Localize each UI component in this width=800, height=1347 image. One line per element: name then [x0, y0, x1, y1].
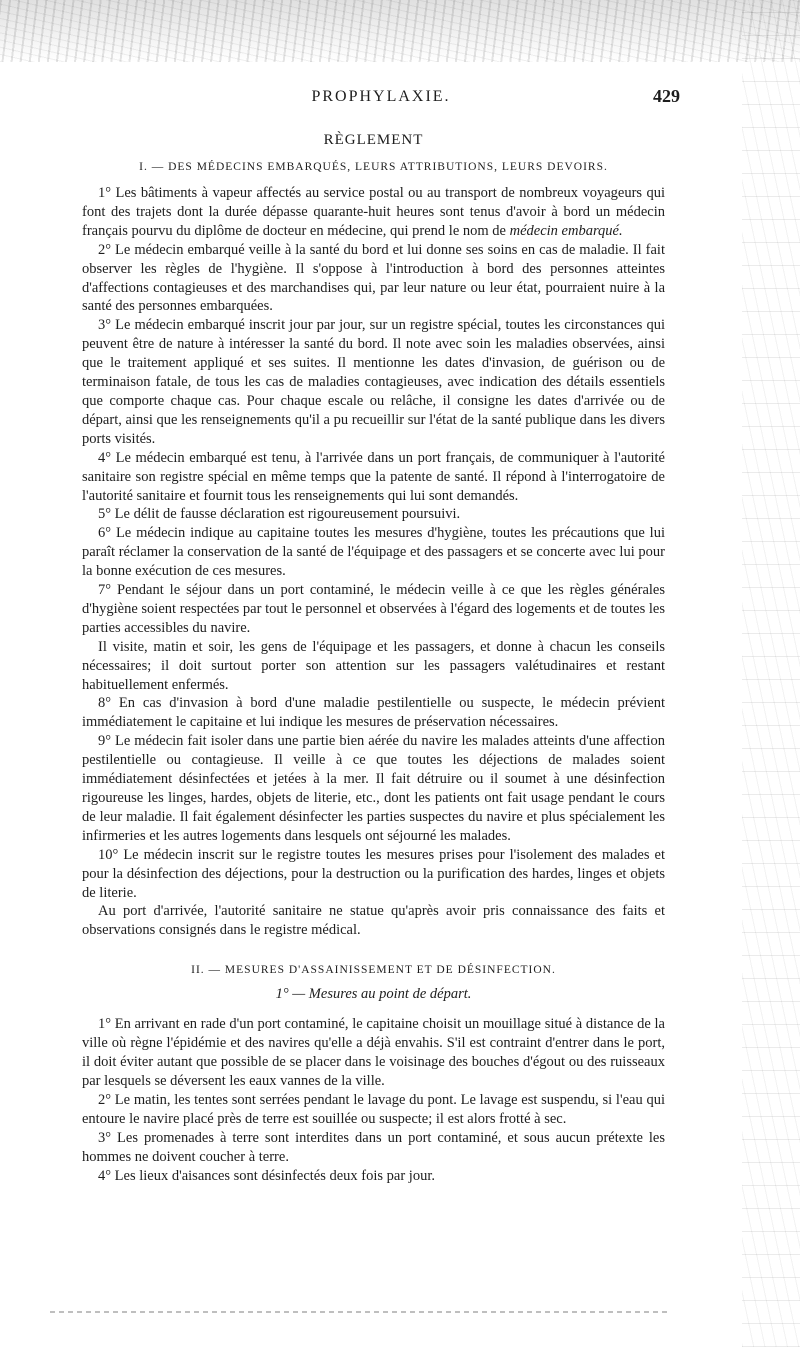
closing-paragraph: Au port d'arrivée, l'autorité sanitaire ne statue qu'après avoir pris connaissance des faits et observations consignés dans le registre médical.	[82, 903, 665, 939]
article-2: 2° Le médecin embarqué veille à la santé du bord et lui donne ses soins en cas de maladie. Il fait observer les règles de l'hygiène. Il s'oppose à l'introduction à bord des personnes atteintes d'affections contagieuses et des marchandises qui, par leur nature ou leur état, pourraient nuire à la santé des personnes embarquées.	[82, 241, 665, 315]
measure-4: 4° Les lieux d'aisances sont désinfectés deux fois par jour.	[98, 1167, 435, 1184]
article-8: 8° En cas d'invasion à bord d'une maladie pestilentielle ou suspecte, le médecin prévient immédiatement le capitaine et lui indique les mesures de préservation nécessaires.	[82, 695, 665, 731]
article-7: 7° Pendant le séjour dans un port contaminé, le médecin veille à ce que les règles générales d'hygiène soient respectées par tout le personnel et observées à l'égard des logements et de toutes les parties accessibles du navire.	[82, 582, 665, 636]
article-1	[82, 184, 665, 241]
section-2-heading: II. — MESURES D'ASSAINISSEMENT ET DE DÉSINFECTION.	[191, 964, 556, 977]
measure-1: 1° En arrivant en rade d'un port contaminé, le capitaine choisit un mouillage situé à distance de la ville où règne l'épidémie et des navires qu'elle a déjà envahis. S'il est contraint d'entrer dans le port, il doit éviter autant que possible de se placer dans le voisinage des bouches d'égout ou des ruisseaux par lesquels se déversent les eaux vannes de la ville.	[82, 1016, 665, 1089]
article-10: 10° Le médecin inscrit sur le registre toutes les mesures prises pour l'isolement des malades et pour la désinfection des déjections, pour la destruction ou la purification des hardes, linges et objets de literie.	[82, 846, 665, 901]
article-7-continued: Il visite, matin et soir, les gens de l'équipage et les passagers, et donne à chacun les conseils nécessaires; il doit surtout porter son attention sur les passagers valétudinaires et restant habituellement enfermés.	[82, 638, 665, 693]
scan-bottom-mark	[50, 1311, 670, 1313]
article-5: 5° Le délit de fausse déclaration est rigoureusement poursuivi.	[98, 506, 461, 523]
section-2-subheading: 1° — Mesures au point de départ.	[275, 986, 472, 1003]
scan-edge-top	[0, 0, 800, 62]
article-6: 6° Le médecin indique au capitaine toutes les mesures d'hygiène, toutes les précautions que lui paraît réclamer la conservation de la santé de l'équipage et des passagers et se concerte avec lui pour la bonne exécution de ces mesures.	[82, 525, 665, 580]
article-1-italic: médecin embarqué.	[509, 222, 623, 239]
article-4: 4° Le médecin embarqué est tenu, à l'arrivée dans un port français, de communiquer à l'autorité sanitaire son registre spécial en même temps que la patente de santé. Il répond à l'interrogatoire de l'autorité sanitaire et fournit tous les renseignements qui lui sont demandés.	[82, 449, 665, 504]
measure-2: 2° Le matin, les tentes sont serrées pendant le lavage du pont. Le lavage est suspendu, si l'eau qui entoure le navire placé près de terre est souillée ou suspecte; il est alors frotté à sec.	[82, 1091, 665, 1127]
scan-edge-right	[742, 0, 800, 1347]
article-3: 3° Le médecin embarqué inscrit jour par jour, sur un registre spécial, toutes les circonstances qui peuvent être de nature à intéresser la santé du bord. Il note avec soin les maladies observées, ainsi que le traitement appliqué et ses suites. Il mentionne les dates d'invasion, de guérison ou de terminaison fatale, de tous les cas de maladies contagieuses, avec indication des détails essentiels que comporte chaque cas. Pour chaque escale ou relâche, il consigne les dates d'arrivée ou de départ, ainsi que les renseignements qu'il a pu recueillir sur l'état de la santé publique dans les divers ports visités.	[82, 317, 665, 447]
running-head-title: PROPHYLAXIE.	[311, 88, 451, 105]
measure-3: 3° Les promenades à terre sont interdites dans un port contaminé, et sous aucun prétexte les hommes ne doivent coucher à terre.	[82, 1129, 665, 1165]
article-9: 9° Le médecin fait isoler dans une partie bien aérée du navire les malades atteints d'une affection pestilentielle ou contagieuse. Il veille à ce que toutes les déjections de malades soient immédiatement désinfectées et jetées à la mer. Il fait détruire ou il soumet à une désinfection rigoureuse les linges, hardes, objets de literie, etc., dont les patients ont fait usage pendant le cours de leur maladie. Il fait également désinfecter les parties suspectes du navire et plus spécialement les infirmeries et les autres logements dans lesquels ont séjourné les malades.	[82, 733, 665, 844]
section-1-heading: I. — DES MÉDECINS EMBARQUÉS, LEURS ATTRIBUTIONS, LEURS DEVOIRS.	[139, 161, 608, 173]
reglement-title: RÈGLEMENT	[323, 132, 424, 148]
page-text	[82, 128, 665, 1185]
running-head	[82, 88, 680, 112]
page-number: 429	[653, 86, 680, 106]
article-1-text: 1° Les bâtiments à vapeur affectés au service postal ou au transport de nombreux voyageurs qui font des trajets dont la durée dépasse quarante-huit heures sont tenus d'avoir à bord un médecin français pourvu du diplôme de docteur en médecine, qui prend le nom de	[82, 185, 665, 239]
